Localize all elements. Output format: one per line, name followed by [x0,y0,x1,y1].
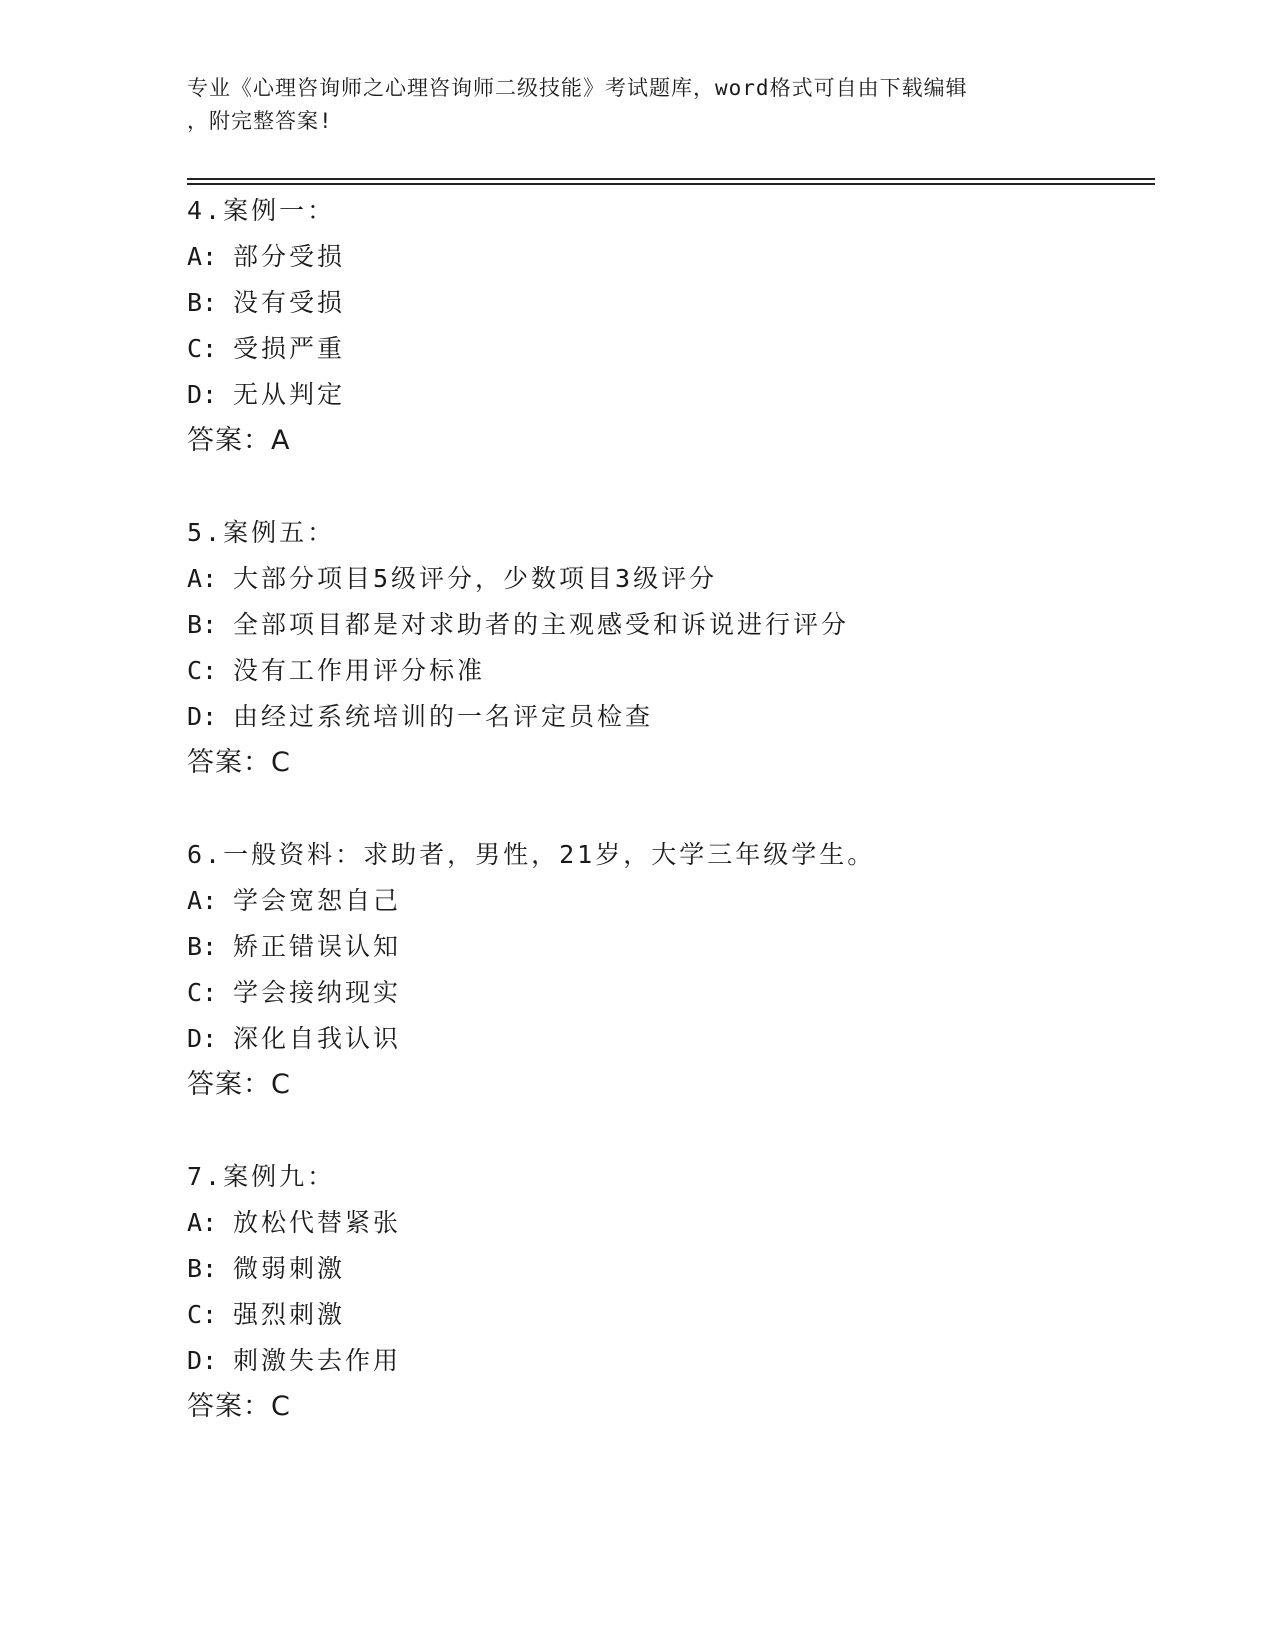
question-4 [187,188,1155,464]
header-divider-bottom [187,183,1155,185]
option-letter: D: [187,380,218,409]
question-stem: 4.案例一： [187,196,336,225]
option-text: 矫正错误认知 [233,932,402,961]
option-text: 全部项目都是对求助者的主观感受和诉说进行评分 [233,610,850,639]
option-letter: C: [187,1300,218,1329]
option-text: 大部分项目5级评分，少数项目3级评分 [233,564,718,593]
question-stem: 7.案例九： [187,1162,336,1191]
option-d [187,694,1155,740]
option-text: 没有受损 [233,288,346,317]
option-letter: D: [187,1024,218,1053]
question-stem: 6.一般资料：求助者，男性，21岁，大学三年级学生。 [187,840,876,869]
question-list [187,188,1155,1476]
option-text: 没有工作用评分标准 [233,656,486,685]
option-letter: D: [187,702,218,731]
option-letter: A: [187,886,218,915]
option-text: 无从判定 [233,380,346,409]
option-letter: A: [187,1208,218,1237]
option-b [187,280,1155,326]
answer-label: 答案：A [187,425,291,456]
option-letter: C: [187,334,218,363]
option-letter: C: [187,978,218,1007]
option-c [187,648,1155,694]
document-header [187,72,1087,138]
option-letter: B: [187,610,218,639]
option-text: 由经过系统培训的一名评定员检查 [233,702,654,731]
option-text: 深化自我认识 [233,1024,402,1053]
option-text: 受损严重 [233,334,346,363]
answer-label: 答案：C [187,747,291,778]
answer-label: 答案：C [187,1069,291,1100]
option-letter: A: [187,564,218,593]
option-b [187,1246,1155,1292]
option-letter: B: [187,1254,218,1283]
option-text: 学会宽恕自己 [233,886,402,915]
question-5 [187,510,1155,786]
question-6 [187,832,1155,1108]
option-a [187,1200,1155,1246]
option-a [187,234,1155,280]
option-d [187,372,1155,418]
option-letter: C: [187,656,218,685]
option-text: 微弱刺激 [233,1254,346,1283]
option-d [187,1338,1155,1384]
question-7 [187,1154,1155,1430]
question-stem: 5.案例五： [187,518,336,547]
header-line-2: ，附完整答案! [187,109,333,133]
option-text: 放松代替紧张 [233,1208,402,1237]
option-c [187,326,1155,372]
option-letter: B: [187,288,218,317]
option-a [187,878,1155,924]
header-line-1: 专业《心理咨询师之心理咨询师二级技能》考试题库，word格式可自由下载编辑 [187,76,968,100]
option-letter: A: [187,242,218,271]
option-b [187,602,1155,648]
option-c [187,970,1155,1016]
option-letter: D: [187,1346,218,1375]
option-letter: B: [187,932,218,961]
header-divider-top [187,178,1155,180]
option-text: 刺激失去作用 [233,1346,402,1375]
option-c [187,1292,1155,1338]
answer-label: 答案：C [187,1391,291,1422]
option-b [187,924,1155,970]
option-d [187,1016,1155,1062]
option-a [187,556,1155,602]
option-text: 强烈刺激 [233,1300,346,1329]
option-text: 部分受损 [233,242,346,271]
option-text: 学会接纳现实 [233,978,402,1007]
